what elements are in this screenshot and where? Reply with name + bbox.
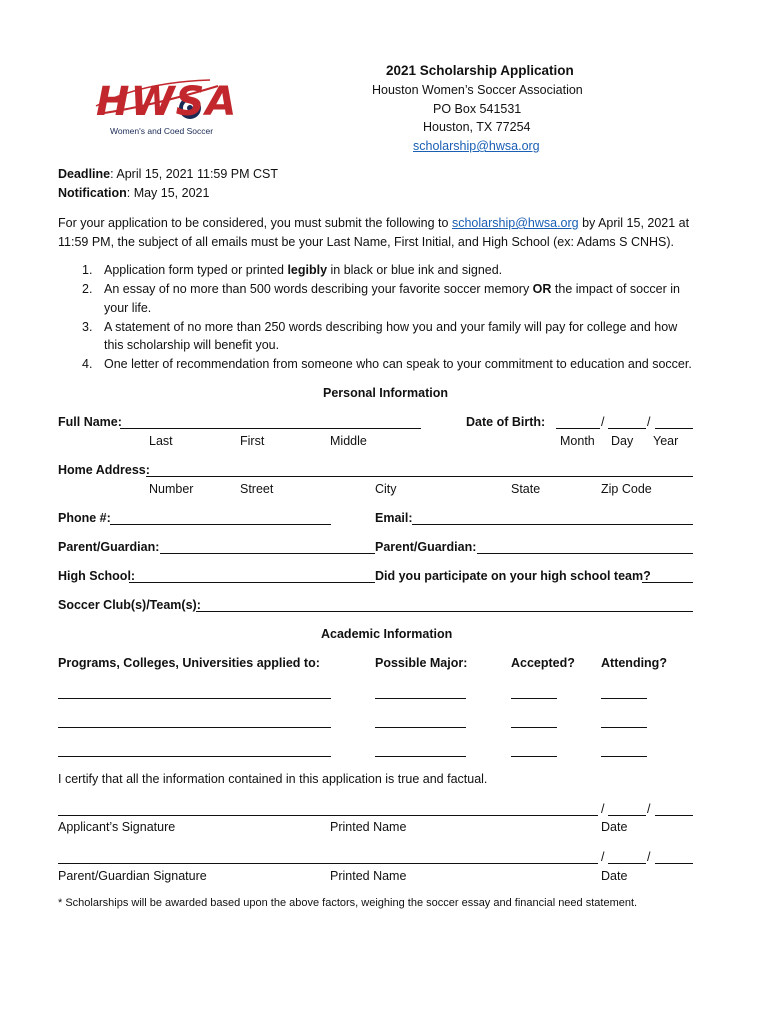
email-label: Email: bbox=[375, 511, 413, 525]
list-item-text: the impact of soccer in bbox=[551, 282, 680, 296]
date-slash: / bbox=[601, 802, 605, 816]
accepted-header: Accepted? bbox=[511, 656, 575, 670]
last-caption: Last bbox=[149, 434, 173, 448]
intro-text-2: by April 15, 2021 at bbox=[578, 216, 690, 230]
logo-text: HWSA bbox=[96, 79, 238, 125]
certify-statement: I certify that all the information contained in this application is true and factual. bbox=[58, 772, 488, 786]
guardian-signature-caption: Parent/Guardian Signature bbox=[58, 869, 207, 883]
list-item-text: in black or blue ink and signed. bbox=[327, 263, 503, 277]
full-name-field[interactable] bbox=[120, 428, 421, 429]
guardian-signature-field[interactable] bbox=[58, 863, 598, 864]
program-field-2[interactable] bbox=[58, 727, 331, 728]
date-caption: Date bbox=[601, 820, 628, 834]
dob-label: Date of Birth: bbox=[466, 415, 546, 429]
list-item bbox=[104, 282, 680, 296]
list-item: A statement of no more than 250 words describing how you and your family will pay for college and how bbox=[104, 320, 678, 334]
high-school-field[interactable] bbox=[129, 582, 375, 583]
list-item-bold: legibly bbox=[287, 263, 328, 277]
major-header: Possible Major: bbox=[375, 656, 468, 670]
list-item-num: 4. bbox=[82, 357, 93, 371]
state-caption: State bbox=[511, 482, 541, 496]
city-line: Houston, TX 77254 bbox=[423, 120, 531, 134]
major-field-2[interactable] bbox=[375, 727, 466, 728]
list-item-text: An essay of no more than 500 words describing your favorite soccer memory bbox=[104, 282, 533, 296]
high-school-label: High School: bbox=[58, 569, 136, 583]
dob-year-field[interactable] bbox=[655, 428, 693, 429]
guardian1-field[interactable] bbox=[160, 553, 375, 554]
full-name-label: Full Name: bbox=[58, 415, 122, 429]
number-caption: Number bbox=[149, 482, 194, 496]
phone-field[interactable] bbox=[110, 524, 331, 525]
deadline-line bbox=[58, 167, 278, 181]
home-address-label: Home Address: bbox=[58, 463, 150, 477]
day-caption: Day bbox=[611, 434, 634, 448]
notification-value: : May 15, 2021 bbox=[126, 186, 210, 200]
list-item: One letter of recommendation from someone who can speak to your commitment to education and soccer. bbox=[104, 357, 692, 371]
intro-text: For your application to be considered, you must submit the following to bbox=[58, 216, 452, 230]
applicant-signature-field[interactable] bbox=[58, 815, 598, 816]
major-field-1[interactable] bbox=[375, 698, 466, 699]
club-field[interactable] bbox=[196, 611, 693, 612]
programs-header: Programs, Colleges, Universities applied to: bbox=[58, 656, 320, 670]
po-box: PO Box 541531 bbox=[433, 102, 522, 116]
guardian-date-field-1[interactable] bbox=[608, 863, 646, 864]
list-item-num: 1. bbox=[82, 263, 93, 277]
applicant-date-field-1[interactable] bbox=[608, 815, 646, 816]
street-caption: Street bbox=[240, 482, 274, 496]
deadline-label: Deadline bbox=[58, 167, 111, 181]
accepted-field-1[interactable] bbox=[511, 698, 557, 699]
dob-slash: / bbox=[647, 415, 651, 429]
hwsa-logo bbox=[92, 76, 238, 138]
notification-line bbox=[58, 186, 209, 200]
list-item-cont: your life. bbox=[104, 301, 152, 315]
page-title: 2021 Scholarship Application bbox=[386, 63, 574, 78]
org-name: Houston Women’s Soccer Association bbox=[372, 83, 583, 97]
zip-caption: Zip Code bbox=[601, 482, 652, 496]
intro-email-link[interactable]: scholarship@hwsa.org bbox=[451, 216, 579, 230]
intro-line-1 bbox=[58, 216, 689, 230]
month-caption: Month bbox=[560, 434, 595, 448]
guardian1-label: Parent/Guardian: bbox=[58, 540, 160, 554]
footnote: * Scholarships will be awarded based upon the above factors, weighing the soccer essay and financial need statement. bbox=[58, 897, 638, 909]
logo-subtitle: Women's and Coed Soccer bbox=[110, 126, 214, 136]
dob-day-field[interactable] bbox=[608, 428, 646, 429]
dob-month-field[interactable] bbox=[556, 428, 600, 429]
program-field-1[interactable] bbox=[58, 698, 331, 699]
personal-heading: Personal Information bbox=[323, 386, 449, 400]
club-label: Soccer Club(s)/Team(s): bbox=[58, 598, 201, 612]
dob-slash: / bbox=[601, 415, 605, 429]
list-item-text: Application form typed or printed bbox=[104, 263, 288, 277]
first-caption: First bbox=[240, 434, 265, 448]
notification-label: Notification bbox=[58, 186, 127, 200]
major-field-3[interactable] bbox=[375, 756, 466, 757]
attending-field-2[interactable] bbox=[601, 727, 647, 728]
list-item-num: 3. bbox=[82, 320, 93, 334]
attending-header: Attending? bbox=[601, 656, 667, 670]
guardian2-field[interactable] bbox=[477, 553, 693, 554]
date-slash: / bbox=[601, 850, 605, 864]
accepted-field-2[interactable] bbox=[511, 727, 557, 728]
home-address-field[interactable] bbox=[146, 476, 693, 477]
deadline-value: : April 15, 2021 11:59 PM CST bbox=[110, 167, 279, 181]
date-slash: / bbox=[647, 802, 651, 816]
guardian2-label: Parent/Guardian: bbox=[375, 540, 477, 554]
program-field-3[interactable] bbox=[58, 756, 331, 757]
header-email-link[interactable]: scholarship@hwsa.org bbox=[413, 139, 540, 153]
list-item bbox=[104, 263, 502, 277]
date-caption: Date bbox=[601, 869, 628, 883]
attending-field-1[interactable] bbox=[601, 698, 647, 699]
applicant-signature-caption: Applicant’s Signature bbox=[58, 820, 176, 834]
date-slash: / bbox=[647, 850, 651, 864]
guardian-date-field-2[interactable] bbox=[655, 863, 693, 864]
printed-name-caption: Printed Name bbox=[330, 869, 407, 883]
list-item-num: 2. bbox=[82, 282, 93, 296]
participate-field[interactable] bbox=[642, 582, 693, 583]
middle-caption: Middle bbox=[330, 434, 367, 448]
participate-label: Did you participate on your high school team? bbox=[375, 569, 651, 583]
academic-heading: Academic Information bbox=[321, 627, 453, 641]
applicant-date-field-2[interactable] bbox=[655, 815, 693, 816]
phone-label: Phone #: bbox=[58, 511, 111, 525]
list-item-cont: this scholarship will benefit you. bbox=[104, 338, 280, 352]
attending-field-3[interactable] bbox=[601, 756, 647, 757]
list-item-bold: OR bbox=[532, 282, 552, 296]
email-field[interactable] bbox=[412, 524, 693, 525]
printed-name-caption: Printed Name bbox=[330, 820, 407, 834]
year-caption: Year bbox=[653, 434, 679, 448]
intro-line-2: 11:59 PM, the subject of all emails must be your Last Name, First Initial, and High School (ex: Adams S CNHS). bbox=[58, 235, 674, 249]
city-caption: City bbox=[375, 482, 397, 496]
accepted-field-3[interactable] bbox=[511, 756, 557, 757]
